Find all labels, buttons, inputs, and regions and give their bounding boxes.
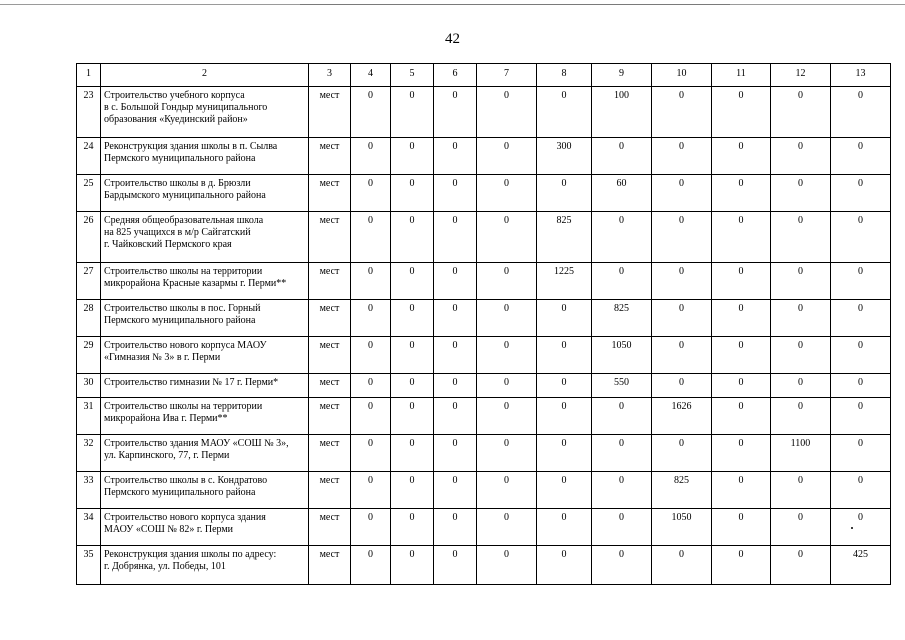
- row-description: [101, 374, 309, 398]
- row-unit: мест: [309, 263, 351, 300]
- description-line: МАОУ «СОШ № 82» г. Перми: [104, 524, 234, 535]
- description-line: Строительство школы на территории: [104, 401, 263, 412]
- description-line: г. Добрянка, ул. Победы, 101: [104, 561, 226, 572]
- value-cell: 0: [537, 337, 592, 374]
- value-cell: 1100: [771, 435, 831, 472]
- page-number: 42: [445, 31, 460, 47]
- column-header: 2: [101, 64, 309, 87]
- value-cell: 0: [592, 398, 652, 435]
- value-cell: 0: [477, 212, 537, 263]
- value-cell: 0: [434, 546, 477, 585]
- value-cell: 0: [652, 337, 712, 374]
- value-cell: 1050: [652, 509, 712, 546]
- row-number: 26: [77, 212, 101, 263]
- value-cell: 0: [477, 398, 537, 435]
- scan-speck: [851, 527, 853, 529]
- value-cell: 0: [592, 546, 652, 585]
- row-number: 30: [77, 374, 101, 398]
- value-cell: 0: [592, 472, 652, 509]
- value-cell: 0: [434, 374, 477, 398]
- value-cell: 300: [537, 138, 592, 175]
- row-number: 29: [77, 337, 101, 374]
- table-row: [77, 472, 891, 509]
- value-cell: 0: [391, 212, 434, 263]
- value-cell: 0: [477, 546, 537, 585]
- value-cell: 0: [712, 138, 771, 175]
- value-cell: 0: [652, 300, 712, 337]
- value-cell: 0: [351, 212, 391, 263]
- description-line: Строительство нового корпуса МАОУ: [104, 340, 267, 351]
- value-cell: 0: [712, 87, 771, 138]
- row-unit: мест: [309, 212, 351, 263]
- value-cell: 0: [592, 212, 652, 263]
- value-cell: 0: [351, 87, 391, 138]
- value-cell: 1050: [592, 337, 652, 374]
- description-line: Бардымского муниципального района: [104, 190, 266, 201]
- row-unit: мест: [309, 546, 351, 585]
- value-cell: 0: [434, 175, 477, 212]
- value-cell: 0: [537, 87, 592, 138]
- row-unit: мест: [309, 87, 351, 138]
- value-cell: 0: [831, 374, 891, 398]
- value-cell: 0: [652, 138, 712, 175]
- row-number: 28: [77, 300, 101, 337]
- description-line: Строительство гимназии № 17 г. Перми*: [104, 377, 279, 388]
- value-cell: 0: [351, 472, 391, 509]
- column-header: 8: [537, 64, 592, 87]
- description-line: г. Чайковский Пермского края: [104, 239, 232, 250]
- value-cell: 550: [592, 374, 652, 398]
- value-cell: 825: [652, 472, 712, 509]
- value-cell: 0: [537, 546, 592, 585]
- value-cell: 0: [537, 472, 592, 509]
- value-cell: 0: [477, 263, 537, 300]
- value-cell: 0: [712, 263, 771, 300]
- value-cell: 0: [771, 374, 831, 398]
- value-cell: 0: [831, 337, 891, 374]
- description-line: микрорайона Красные казармы г. Перми**: [104, 278, 287, 289]
- value-cell: 0: [771, 300, 831, 337]
- row-description: [101, 509, 309, 546]
- row-description: [101, 472, 309, 509]
- row-description: [101, 398, 309, 435]
- value-cell: 0: [391, 300, 434, 337]
- value-cell: 0: [477, 435, 537, 472]
- row-description: [101, 300, 309, 337]
- value-cell: 0: [477, 509, 537, 546]
- value-cell: 0: [712, 374, 771, 398]
- value-cell: 0: [477, 87, 537, 138]
- description-line: Строительство учебного корпуса: [104, 90, 245, 101]
- description-line: Пермского муниципального района: [104, 153, 256, 164]
- value-cell: 0: [537, 300, 592, 337]
- value-cell: 0: [712, 337, 771, 374]
- value-cell: 0: [831, 138, 891, 175]
- value-cell: 0: [391, 546, 434, 585]
- row-unit: мест: [309, 435, 351, 472]
- value-cell: 0: [652, 263, 712, 300]
- table-row: [77, 263, 891, 300]
- value-cell: 0: [351, 300, 391, 337]
- value-cell: 0: [351, 175, 391, 212]
- table-row: [77, 212, 891, 263]
- row-number: 23: [77, 87, 101, 138]
- value-cell: 0: [771, 87, 831, 138]
- row-unit: мест: [309, 300, 351, 337]
- row-unit: мест: [309, 374, 351, 398]
- value-cell: 1225: [537, 263, 592, 300]
- value-cell: 825: [537, 212, 592, 263]
- description-line: на 825 учащихся в м/р Сайгатский: [104, 227, 251, 238]
- value-cell: 0: [391, 138, 434, 175]
- row-number: 24: [77, 138, 101, 175]
- row-number: 25: [77, 175, 101, 212]
- row-unit: мест: [309, 138, 351, 175]
- value-cell: 0: [652, 546, 712, 585]
- value-cell: 0: [351, 398, 391, 435]
- row-number: 34: [77, 509, 101, 546]
- column-header: 3: [309, 64, 351, 87]
- description-line: Пермского муниципального района: [104, 487, 256, 498]
- description-line: Строительство здания МАОУ «СОШ № 3»,: [104, 438, 289, 449]
- column-header: 1: [77, 64, 101, 87]
- value-cell: 0: [771, 546, 831, 585]
- value-cell: 0: [477, 374, 537, 398]
- value-cell: 0: [351, 509, 391, 546]
- value-cell: 0: [537, 435, 592, 472]
- row-number: 32: [77, 435, 101, 472]
- value-cell: 0: [831, 398, 891, 435]
- value-cell: 0: [771, 175, 831, 212]
- column-header: 12: [771, 64, 831, 87]
- value-cell: 0: [537, 175, 592, 212]
- value-cell: 0: [351, 435, 391, 472]
- value-cell: 0: [351, 138, 391, 175]
- value-cell: 0: [351, 546, 391, 585]
- row-number: 31: [77, 398, 101, 435]
- value-cell: 0: [477, 175, 537, 212]
- value-cell: 0: [537, 509, 592, 546]
- value-cell: 0: [652, 435, 712, 472]
- column-header: 11: [712, 64, 771, 87]
- value-cell: 425: [831, 546, 891, 585]
- row-description: [101, 435, 309, 472]
- description-line: микрорайона Ива г. Перми**: [104, 413, 228, 424]
- row-description: [101, 138, 309, 175]
- value-cell: 0: [537, 398, 592, 435]
- header-row: [77, 64, 891, 87]
- value-cell: 0: [434, 398, 477, 435]
- value-cell: 0: [434, 212, 477, 263]
- table-row: [77, 546, 891, 585]
- table-row: [77, 138, 891, 175]
- description-line: ул. Карпинского, 77, г. Перми: [104, 450, 230, 461]
- description-line: Строительство школы на территории: [104, 266, 263, 277]
- value-cell: 0: [831, 87, 891, 138]
- value-cell: 0: [391, 337, 434, 374]
- value-cell: 0: [434, 337, 477, 374]
- row-description: [101, 263, 309, 300]
- value-cell: 0: [477, 300, 537, 337]
- value-cell: 0: [391, 263, 434, 300]
- value-cell: 0: [771, 263, 831, 300]
- value-cell: 0: [712, 546, 771, 585]
- value-cell: 1626: [652, 398, 712, 435]
- value-cell: 0: [831, 300, 891, 337]
- description-line: Строительство школы в д. Брюзли: [104, 178, 251, 189]
- table-row: [77, 87, 891, 138]
- value-cell: 0: [771, 398, 831, 435]
- row-number: 27: [77, 263, 101, 300]
- description-line: Реконструкция здания школы по адресу:: [104, 549, 277, 560]
- row-number: 33: [77, 472, 101, 509]
- row-description: [101, 175, 309, 212]
- column-header: 5: [391, 64, 434, 87]
- column-header: 13: [831, 64, 891, 87]
- value-cell: 0: [391, 87, 434, 138]
- value-cell: 0: [434, 435, 477, 472]
- value-cell: 0: [771, 509, 831, 546]
- value-cell: 0: [351, 337, 391, 374]
- column-header: 6: [434, 64, 477, 87]
- value-cell: 0: [434, 138, 477, 175]
- value-cell: 0: [652, 374, 712, 398]
- row-description: [101, 337, 309, 374]
- description-line: Строительство школы в с. Кондратово: [104, 475, 268, 486]
- value-cell: 0: [391, 374, 434, 398]
- table-row: [77, 435, 891, 472]
- value-cell: 0: [592, 263, 652, 300]
- row-unit: мест: [309, 398, 351, 435]
- value-cell: 0: [831, 212, 891, 263]
- table-row: [77, 509, 891, 546]
- row-description: [101, 212, 309, 263]
- row-description: [101, 546, 309, 585]
- description-line: Строительство школы в пос. Горный: [104, 303, 261, 314]
- value-cell: 0: [652, 212, 712, 263]
- value-cell: 0: [592, 138, 652, 175]
- description-line: Средняя общеобразовательная школа: [104, 215, 264, 226]
- column-header: 9: [592, 64, 652, 87]
- table-row: [77, 175, 891, 212]
- column-header: 4: [351, 64, 391, 87]
- value-cell: 0: [537, 374, 592, 398]
- value-cell: 0: [712, 509, 771, 546]
- value-cell: 100: [592, 87, 652, 138]
- value-cell: 825: [592, 300, 652, 337]
- value-cell: 0: [434, 263, 477, 300]
- table-row: [77, 374, 891, 398]
- value-cell: 0: [712, 472, 771, 509]
- table-row: [77, 300, 891, 337]
- value-cell: 0: [831, 263, 891, 300]
- description-line: Пермского муниципального района: [104, 315, 256, 326]
- value-cell: 0: [771, 472, 831, 509]
- value-cell: 0: [391, 509, 434, 546]
- value-cell: 0: [831, 435, 891, 472]
- row-unit: мест: [309, 509, 351, 546]
- description-line: в с. Большой Гондыр муниципального: [104, 102, 268, 113]
- data-table: [76, 63, 891, 585]
- value-cell: 0: [592, 435, 652, 472]
- table-row: [77, 398, 891, 435]
- description-line: «Гимназия № 3» в г. Перми: [104, 352, 221, 363]
- column-header: 7: [477, 64, 537, 87]
- row-unit: мест: [309, 337, 351, 374]
- value-cell: 0: [712, 300, 771, 337]
- value-cell: 0: [477, 337, 537, 374]
- value-cell: 0: [652, 87, 712, 138]
- value-cell: 0: [831, 509, 891, 546]
- value-cell: 0: [434, 509, 477, 546]
- value-cell: 0: [351, 374, 391, 398]
- value-cell: 0: [771, 212, 831, 263]
- value-cell: 0: [391, 175, 434, 212]
- value-cell: 0: [477, 472, 537, 509]
- value-cell: 0: [712, 435, 771, 472]
- value-cell: 0: [477, 138, 537, 175]
- value-cell: 0: [391, 472, 434, 509]
- value-cell: 0: [771, 337, 831, 374]
- value-cell: 0: [434, 87, 477, 138]
- row-number: 35: [77, 546, 101, 585]
- value-cell: 0: [771, 138, 831, 175]
- value-cell: 0: [831, 175, 891, 212]
- description-line: образования «Куединский район»: [104, 114, 248, 125]
- description-line: Реконструкция здания школы в п. Сылва: [104, 141, 278, 152]
- description-line: Строительство нового корпуса здания: [104, 512, 266, 523]
- value-cell: 0: [391, 435, 434, 472]
- value-cell: 0: [391, 398, 434, 435]
- column-header: 10: [652, 64, 712, 87]
- value-cell: 0: [712, 212, 771, 263]
- value-cell: 0: [712, 175, 771, 212]
- value-cell: 0: [434, 472, 477, 509]
- value-cell: 0: [592, 509, 652, 546]
- scan-top-edge-dark: [300, 4, 730, 5]
- value-cell: 0: [712, 398, 771, 435]
- table-row: [77, 337, 891, 374]
- value-cell: 0: [652, 175, 712, 212]
- row-unit: мест: [309, 472, 351, 509]
- row-description: [101, 87, 309, 138]
- value-cell: 60: [592, 175, 652, 212]
- value-cell: 0: [831, 472, 891, 509]
- row-unit: мест: [309, 175, 351, 212]
- value-cell: 0: [351, 263, 391, 300]
- value-cell: 0: [434, 300, 477, 337]
